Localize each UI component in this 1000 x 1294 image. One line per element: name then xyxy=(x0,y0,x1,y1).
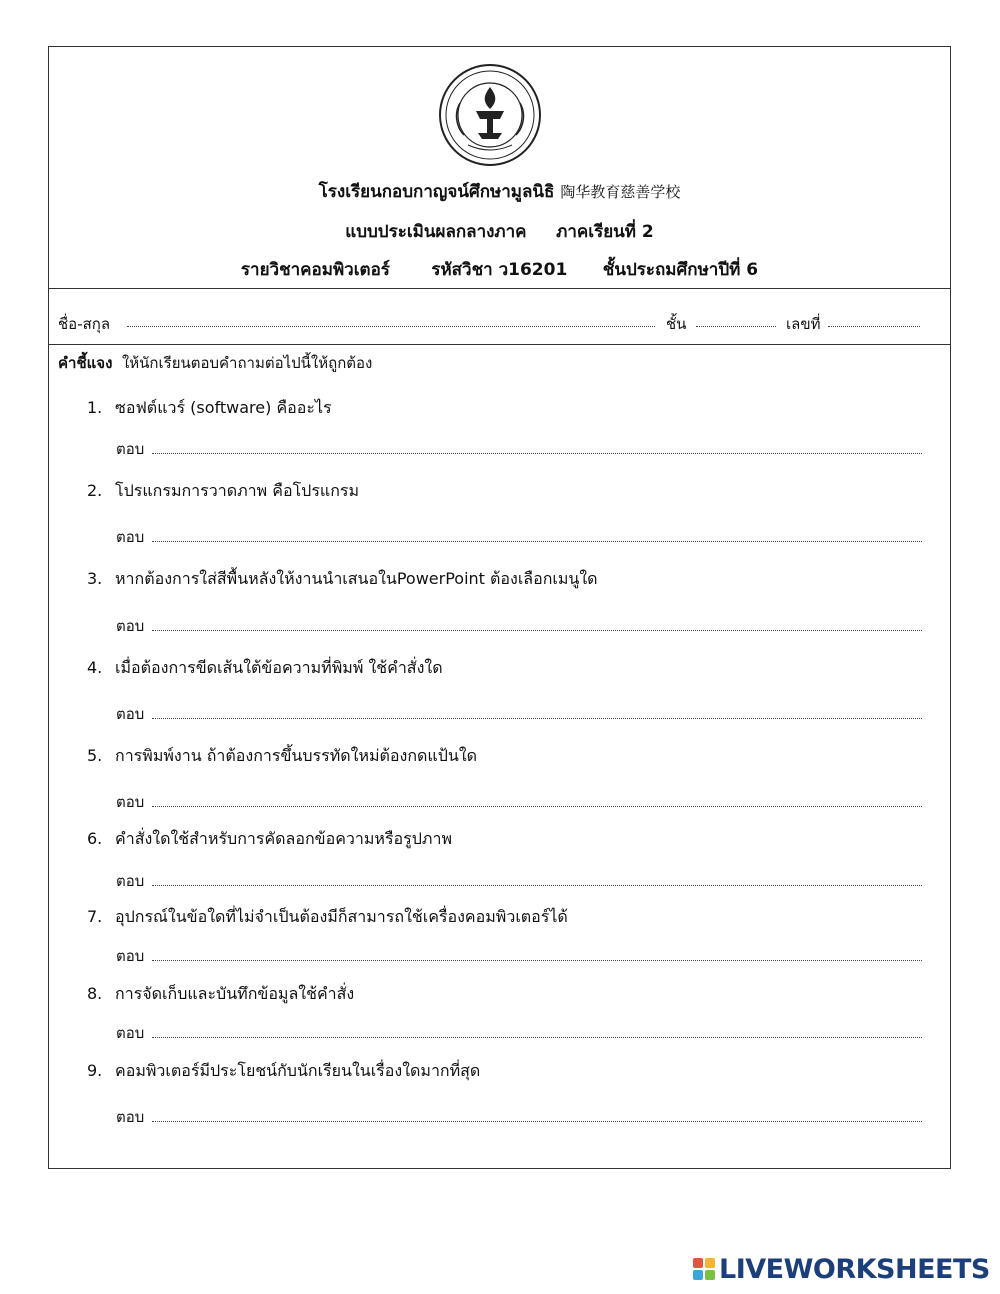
number-field[interactable] xyxy=(828,326,920,327)
name-label: ชื่อ-สกุล xyxy=(58,315,111,333)
answer-field-2[interactable] xyxy=(152,541,922,542)
number-label: เลขที่ xyxy=(786,315,821,333)
answer-label-4: ตอบ xyxy=(116,705,145,723)
exam-title: แบบประเมินผลกลางภาค ภาคเรียนที่ 2 xyxy=(345,222,654,242)
question-8: 8. การจัดเก็บและบันทึกข้อมูลใช้คำสั่ง xyxy=(87,984,355,1003)
question-6: 6. คำสั่งใดใช้สำหรับการคัดลอกข้อความหรือรูปภาพ xyxy=(87,829,452,848)
school-name-cn: 陶华教育慈善学校 xyxy=(560,183,681,201)
answer-label-3: ตอบ xyxy=(116,617,145,635)
answer-field-3[interactable] xyxy=(152,630,922,631)
instructions-text: ให้นักเรียนตอบคำถามต่อไปนี้ให้ถูกต้อง xyxy=(121,354,373,372)
question-5: 5. การพิมพ์งาน ถ้าต้องการขึ้นบรรทัดใหม่ต้องกดแป้นใด xyxy=(87,746,478,765)
question-9: 9. คอมพิวเตอร์มีประโยชน์กับนักเรียนในเรื่องใดมากที่สุด xyxy=(87,1061,481,1080)
class-field[interactable] xyxy=(696,326,776,327)
class-label: ชั้น xyxy=(666,315,687,333)
question-3: 3. หากต้องการใส่สีพื้นหลังให้งานนำเสนอในPowerPoint ต้องเลือกเมนูใด xyxy=(87,569,598,588)
student-info-row xyxy=(49,288,950,345)
instructions xyxy=(58,351,372,375)
answer-field-6[interactable] xyxy=(152,885,922,886)
name-field[interactable] xyxy=(127,326,655,327)
question-1: 1. ซอฟต์แวร์ (software) คืออะไร xyxy=(87,398,332,417)
liveworksheets-wordmark: LIVEWORKSHEETS xyxy=(719,1253,990,1285)
instructions-label: คำชี้แจง xyxy=(58,354,113,372)
answer-field-1[interactable] xyxy=(152,453,922,454)
worksheet xyxy=(48,46,951,1169)
subject-line: รายวิชาคอมพิวเตอร์ รหัสวิชา ว16201 ชั้นประถมศึกษาปีที่ 6 xyxy=(240,260,759,280)
school-seal-icon xyxy=(438,63,542,167)
answer-field-4[interactable] xyxy=(152,718,922,719)
question-7: 7. อุปกรณ์ในข้อใดที่ไม่จำเป็นต้องมีก็สามารถใช้เครื่องคอมพิวเตอร์ได้ xyxy=(87,907,568,926)
school-name xyxy=(49,178,950,205)
answer-field-5[interactable] xyxy=(152,806,922,807)
answer-field-7[interactable] xyxy=(152,960,922,961)
answer-label-7: ตอบ xyxy=(116,947,145,965)
question-2: 2. โปรแกรมการวาดภาพ คือโปรแกรม xyxy=(87,481,360,500)
answer-label-5: ตอบ xyxy=(116,793,145,811)
answer-label-6: ตอบ xyxy=(116,872,145,890)
liveworksheets-grid-icon xyxy=(693,1258,715,1280)
school-name-th: โรงเรียนกอบกาญจน์ศึกษามูลนิธิ xyxy=(318,182,555,202)
question-4: 4. เมื่อต้องการขีดเส้นใต้ข้อความที่พิมพ์ ใช้คำสั่งใด xyxy=(87,658,443,677)
answer-field-8[interactable] xyxy=(152,1037,922,1038)
liveworksheets-logo xyxy=(693,1252,990,1286)
answer-label-9: ตอบ xyxy=(116,1108,145,1126)
answer-label-1: ตอบ xyxy=(116,440,145,458)
answer-label-2: ตอบ xyxy=(116,528,145,546)
answer-label-8: ตอบ xyxy=(116,1024,145,1042)
answer-field-9[interactable] xyxy=(152,1121,922,1122)
worksheet-header xyxy=(49,47,950,289)
